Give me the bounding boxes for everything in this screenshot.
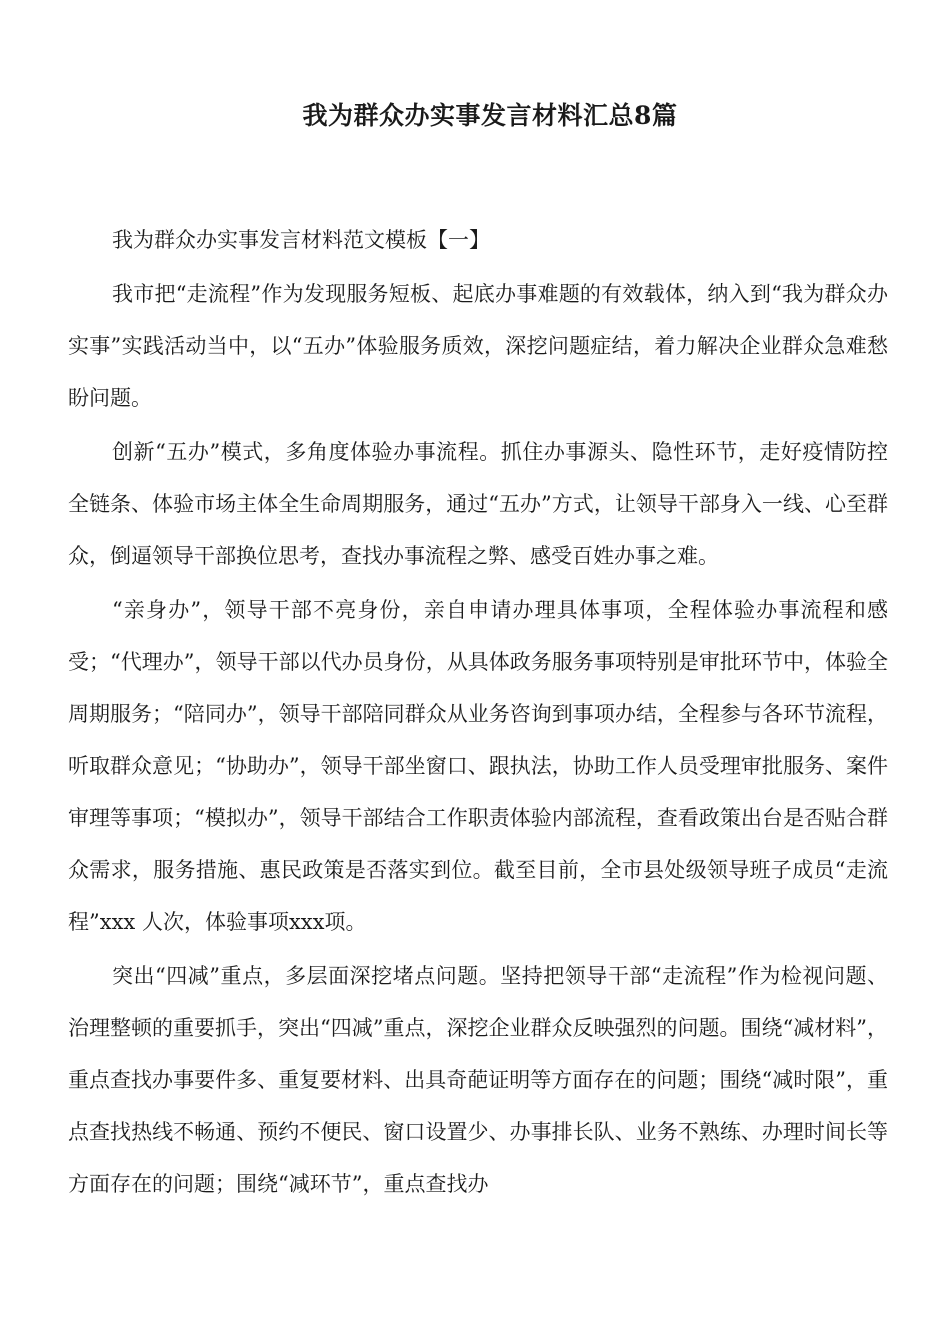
document-title: 我为群众办实事发言材料汇总8篇	[302, 101, 678, 130]
paragraph-3: “亲身办”，领导干部不亮身份，亲自申请办理具体事项，全程体验办事流程和感受；“代理办”，领导干部以代办员身份，从具体政务服务事项特别是审批环节中，体验全周期服务；“陪同办”，领导干部陪同群众从业务咨询到事项办结，全程参与各环节流程，听取群众意见；“协助办”，领导干部坐窗口、跟执法，协助工作人员受理审批服务、案件审理等事项；“模拟办”，领导干部结合工作职责体验内部流程，查看政策出台是否贴合群众需求，服务措施、惠民政策是否落实到位。截至目前，全市县处级领导班子成员“走流程”xxx 人次，体验事项xxx项。	[68, 598, 888, 934]
paragraph-1: 我市把“走流程”作为发现服务短板、起底办事难题的有效载体，纳入到“我为群众办实事”实践活动当中，以“五办”体验服务质效，深挖问题症结，着力解决企业群众急难愁盼问题。	[68, 282, 888, 410]
section-heading: 我为群众办实事发言材料范文模板【一】	[112, 228, 490, 252]
paragraph-4: 突出“四减”重点，多层面深挖堵点问题。坚持把领导干部“走流程”作为检视问题、治理整顿的重要抓手，突出“四减”重点，深挖企业群众反映强烈的问题。围绕“减材料”，重点查找办事要件多、重复要材料、出具奇葩证明等方面存在的问题；围绕“减时限”，重点查找热线不畅通、预约不便民、窗口设置少、办事排长队、业务不熟练、办理时间长等方面存在的问题；围绕“减环节”，重点查找办	[68, 964, 888, 1196]
paragraph-2: 创新“五办”模式，多角度体验办事流程。抓住办事源头、隐性环节，走好疫情防控全链条、体验市场主体全生命周期服务，通过“五办”方式，让领导干部身入一线、心至群众，倒逼领导干部换位思考，查找办事流程之弊、感受百姓办事之难。	[68, 440, 888, 568]
